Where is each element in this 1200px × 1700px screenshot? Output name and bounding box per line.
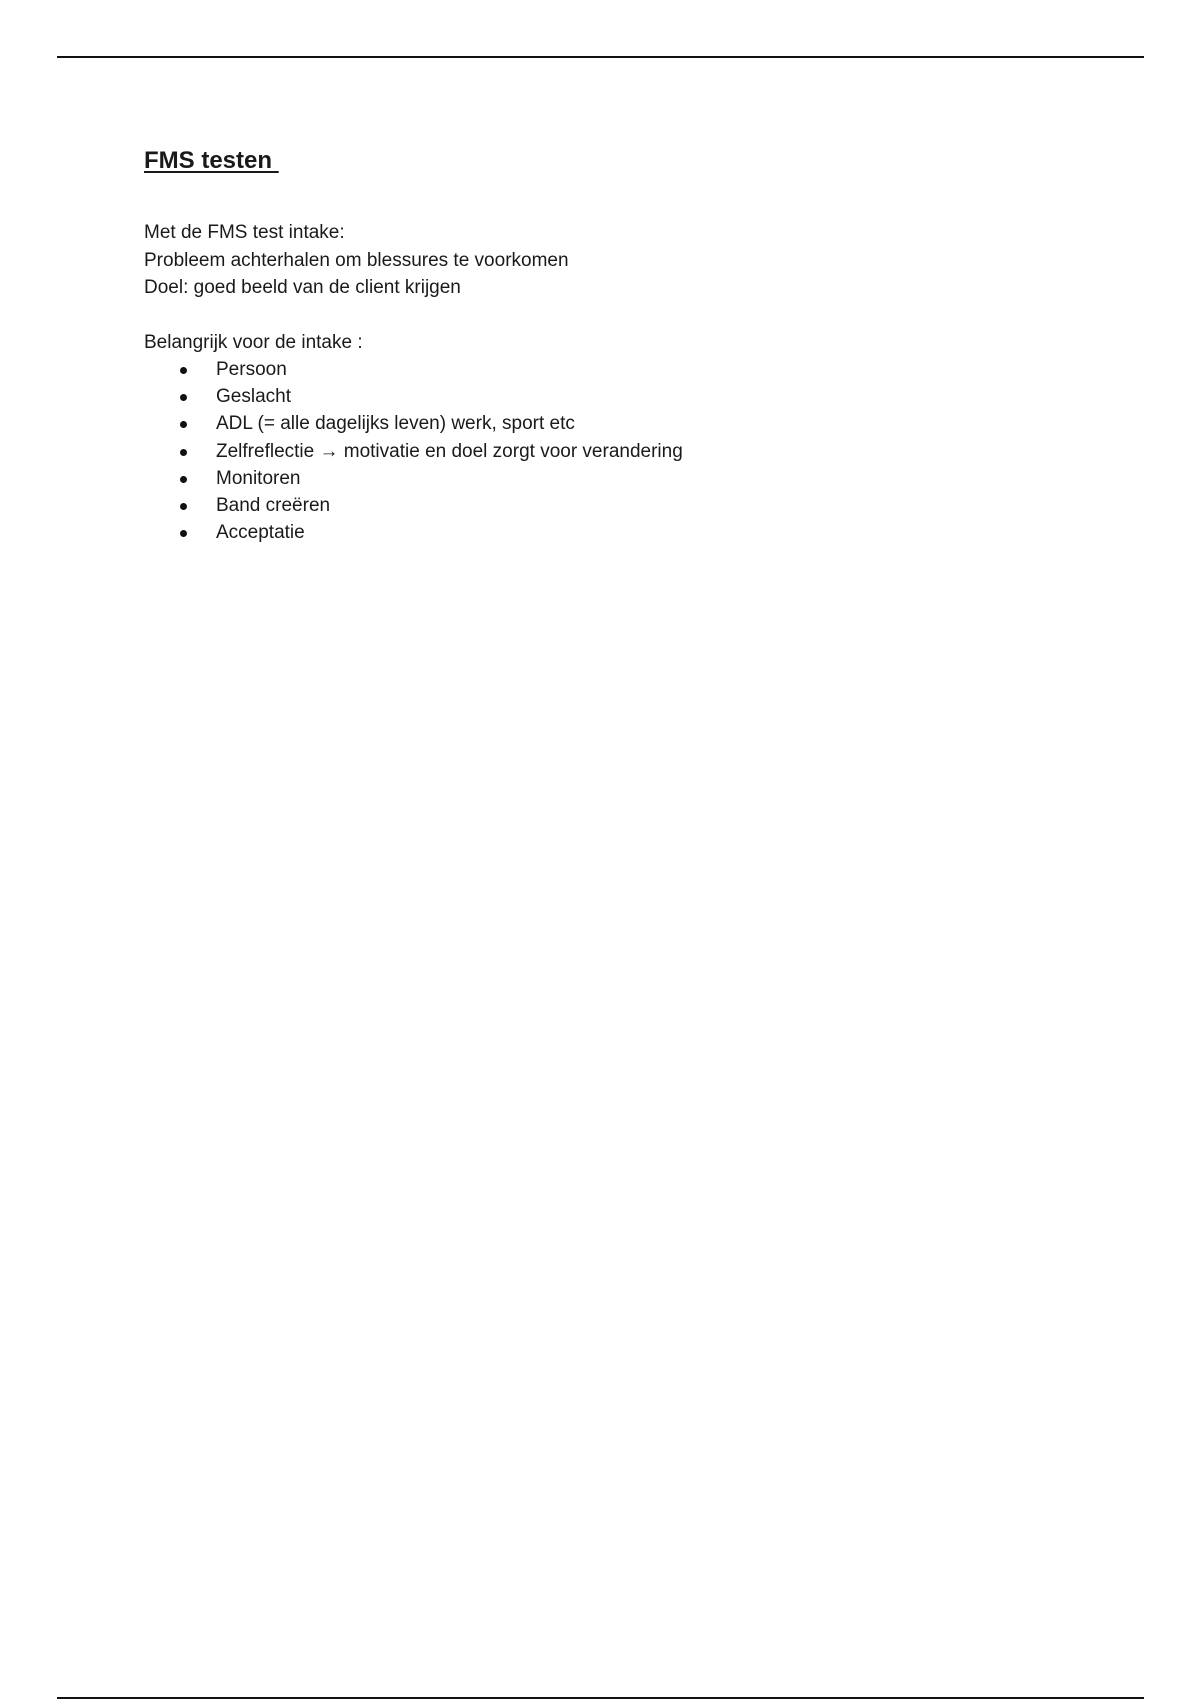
- bullet-list: [144, 356, 1094, 546]
- bullet-text: ADL (= alle dagelijks leven) werk, sport etc: [216, 413, 575, 435]
- bullet-text: Persoon: [216, 359, 287, 380]
- bullet-icon: [180, 503, 187, 510]
- bullet-item: [144, 492, 1094, 519]
- intro-line: Probleem achterhalen om blessures te voorkomen: [144, 249, 569, 271]
- bullet-icon: [180, 476, 187, 483]
- intro-line: Met de FMS test intake:: [144, 222, 345, 243]
- bullet-text: Monitoren: [216, 467, 301, 489]
- bullet-text: Geslacht: [216, 386, 291, 408]
- intro-line: Doel: goed beeld van de client krijgen: [144, 277, 461, 298]
- bullet-text: Acceptatie: [216, 522, 305, 544]
- bullet-icon: [180, 530, 187, 537]
- bullet-item: [144, 519, 1094, 546]
- bullet-icon: [180, 449, 187, 456]
- footer-rule: [57, 1697, 1144, 1699]
- header-rule: [57, 56, 1144, 58]
- bullet-text: Band creëren: [216, 495, 331, 517]
- intro-block: [144, 219, 1094, 302]
- bullet-item: [144, 383, 1094, 410]
- bullet-item: [144, 438, 1094, 465]
- bullet-icon: [180, 394, 187, 401]
- bullet-item: [144, 465, 1094, 492]
- bullet-text: Zelfreflectie → motivatie en doel zorgt voor verandering: [216, 440, 683, 462]
- bullet-item: [144, 410, 1094, 437]
- bullet-icon: [180, 421, 187, 428]
- document-title: FMS testen: [144, 147, 279, 174]
- bullet-item: [144, 356, 1094, 383]
- section-label: Belangrijk voor de intake :: [144, 331, 363, 353]
- document-body: [144, 145, 1094, 546]
- bullet-icon: [180, 367, 187, 374]
